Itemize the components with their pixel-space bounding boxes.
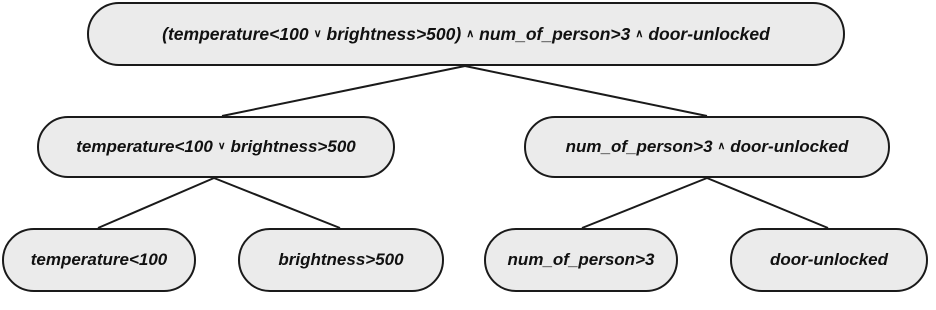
- root-term-temperature-open: (temperature<100: [162, 23, 309, 44]
- root-node: [87, 2, 845, 66]
- left-term-brightness: brightness>500: [230, 137, 356, 156]
- root-term-brightness-close: brightness>500): [326, 23, 462, 44]
- right-term-persons: num_of_person>3: [565, 137, 713, 156]
- and-operator-icon: ∧: [635, 27, 644, 40]
- leaf-label-temperature: temperature<100: [30, 250, 168, 269]
- edge-right-door: [707, 178, 828, 228]
- edge-left-temperature: [98, 178, 214, 228]
- or-operator-icon: ∨: [217, 140, 226, 152]
- leaf-node-brightness: [238, 228, 444, 292]
- edge-root-right: [465, 66, 707, 116]
- leaf-label-door: door-unlocked: [769, 250, 889, 269]
- leaf-label-brightness: brightness>500: [278, 250, 404, 269]
- leaf-node-temperature: [2, 228, 196, 292]
- edge-right-persons: [582, 178, 707, 228]
- right-term-door: door-unlocked: [730, 137, 849, 156]
- leaf-node-door: [730, 228, 928, 292]
- or-operator-icon: ∨: [313, 27, 322, 40]
- leaf-label-persons: num_of_person>3: [507, 250, 655, 269]
- and-operator-icon: ∧: [466, 27, 475, 40]
- and-operator-icon: ∧: [717, 140, 726, 152]
- edge-root-left: [222, 66, 465, 116]
- root-term-door: door-unlocked: [648, 23, 770, 44]
- leaf-node-persons: [484, 228, 678, 292]
- right-node: [524, 116, 890, 178]
- root-term-persons: num_of_person>3: [479, 23, 631, 44]
- left-term-temperature: temperature<100: [76, 137, 213, 156]
- left-node: [37, 116, 395, 178]
- edge-left-brightness: [214, 178, 340, 228]
